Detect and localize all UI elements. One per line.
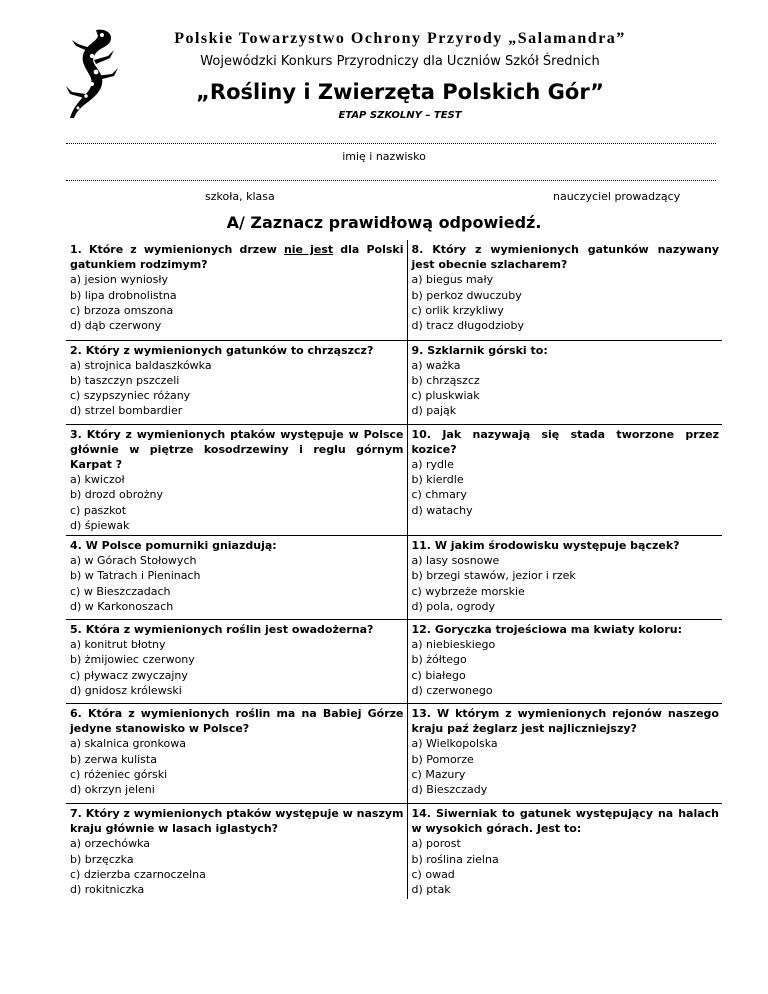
question-text — [70, 427, 404, 473]
question-text — [70, 343, 404, 358]
answer-option[interactable]: b) roślina zielna — [411, 852, 499, 866]
answer-option[interactable]: c) chmary — [411, 488, 467, 502]
answer-option[interactable]: d) okrzyn jeleni — [70, 782, 155, 796]
answer-option[interactable]: b) perkoz dwuczuby — [411, 288, 522, 302]
question-text — [412, 706, 720, 736]
answer-option[interactable]: a) lasy sosnowe — [411, 554, 500, 568]
answer-option[interactable]: c) białego — [411, 668, 466, 682]
question-cell — [407, 703, 722, 803]
question-number: 11. — [411, 538, 431, 552]
stage-label: ETAP SZKOLNY – TEST — [338, 110, 462, 121]
answer-option[interactable]: d) strzel bombardier — [70, 404, 183, 418]
answer-option[interactable]: d) pająk — [411, 404, 457, 418]
question-text — [412, 538, 720, 553]
answer-option[interactable]: d) gnidosz królewski — [70, 683, 182, 697]
question-cell — [66, 424, 407, 535]
answer-option[interactable]: c) wybrzeże morskie — [411, 584, 525, 598]
question-number: 7. — [70, 806, 82, 820]
name-label: imię i nazwisko — [342, 150, 426, 163]
question-cell — [66, 803, 407, 899]
question-stem: W którym z wymienionych rejonów naszego kraju paź żeglarz jest najliczniejszy? — [411, 706, 719, 736]
answer-option[interactable]: c) pluskwiak — [411, 389, 480, 403]
salamander-logo — [56, 26, 126, 121]
question-text — [412, 622, 720, 637]
answer-option[interactable]: b) lipa drobnolistna — [70, 288, 177, 302]
organization-name: Polskie Towarzystwo Ochrony Przyrody „Salamandra” — [174, 30, 626, 47]
question-text — [412, 427, 720, 457]
answer-option[interactable]: d) rokitniczka — [70, 882, 145, 896]
answer-option[interactable]: b) taszczyn pszczeli — [70, 373, 180, 387]
answer-option[interactable]: c) paszkot — [70, 503, 127, 517]
answer-option[interactable]: a) w Górach Stołowych — [70, 554, 197, 568]
answer-option[interactable]: a) niebieskiego — [411, 638, 496, 652]
question-cell — [407, 803, 722, 899]
answer-option[interactable]: a) Wielkopolska — [411, 737, 498, 751]
answer-option[interactable]: a) skalnica gronkowa — [70, 737, 186, 751]
answer-option[interactable]: b) zerwa kulista — [70, 752, 157, 766]
question-cell — [66, 703, 407, 803]
question-row — [66, 703, 722, 803]
answer-option[interactable]: a) rydle — [411, 457, 454, 471]
question-number: 1. — [70, 243, 82, 256]
question-stem: Która z wymienionych roślin ma na Babiej Górze jedyne stanowisko w Polsce? — [70, 706, 404, 736]
question-row — [66, 803, 722, 899]
question-text — [412, 806, 720, 836]
answer-option[interactable]: a) konitrut błotny — [70, 638, 166, 652]
question-stem: Który z wymienionych ptaków występuje w Polsce głównie w piętrze kosodrzewiny i reglu górnym Karpat ? — [70, 427, 404, 471]
question-stem: Który z wymienionych gatunków to chrząszcz? — [85, 343, 374, 357]
answer-option[interactable]: b) w Tatrach i Pieninach — [70, 569, 201, 583]
answer-option[interactable]: b) Pomorze — [411, 752, 474, 766]
questions-table — [66, 240, 722, 899]
question-stem: W jakim środowisku występuje bączek? — [434, 538, 680, 552]
answer-option[interactable]: d) czerwonego — [411, 683, 493, 697]
question-number: 5. — [70, 622, 82, 636]
answer-option[interactable]: a) biegus mały — [411, 273, 494, 287]
question-emphasis: nie jest — [283, 243, 334, 256]
answer-option[interactable]: c) różeniec górski — [70, 767, 168, 781]
answer-option[interactable]: c) szypszyniec różany — [70, 389, 191, 403]
name-field-line[interactable] — [66, 143, 716, 144]
answer-option[interactable]: d) pola, ogrody — [411, 599, 495, 613]
answer-option[interactable]: c) w Bieszczadach — [70, 584, 171, 598]
question-row — [66, 240, 722, 340]
question-stem: Które z wymienionych drzew — [88, 243, 284, 256]
answer-option[interactable]: c) owad — [411, 867, 455, 881]
question-cell — [66, 340, 407, 424]
question-number: 3. — [70, 427, 82, 441]
answer-option[interactable]: b) brzęczka — [70, 852, 134, 866]
answer-option[interactable]: a) kwiczoł — [70, 473, 125, 487]
question-text — [70, 622, 404, 637]
answer-option[interactable]: b) żmijowiec czerwony — [70, 653, 195, 667]
question-cell — [66, 619, 407, 703]
question-cell — [407, 535, 722, 619]
question-stem: W Polsce pomurniki gniazdują: — [85, 538, 277, 552]
school-field-line[interactable] — [66, 180, 716, 181]
teacher-label: nauczyciel prowadzący — [553, 190, 681, 203]
question-stem-end: dla Polski gatunkiem rodzimym? — [70, 243, 404, 272]
answer-option[interactable]: d) w Karkonoszach — [70, 599, 174, 613]
contest-subtitle: Wojewódzki Konkurs Przyrodniczy dla Uczniów Szkół Średnich — [200, 54, 600, 69]
answer-option[interactable]: d) śpiewak — [70, 518, 130, 532]
question-number: 10. — [411, 427, 431, 441]
question-number: 8. — [411, 243, 424, 256]
question-row — [66, 535, 722, 619]
question-cell — [66, 240, 407, 340]
answer-option[interactable]: d) watachy — [411, 503, 473, 517]
answer-option[interactable]: c) brzoza omszona — [70, 303, 174, 317]
question-cell — [66, 535, 407, 619]
answer-option[interactable]: c) orlik krzykliwy — [411, 303, 504, 317]
question-text — [412, 343, 720, 358]
question-number: 14. — [411, 806, 431, 820]
question-text — [70, 806, 404, 836]
answer-option[interactable]: d) Bieszczady — [411, 782, 488, 796]
question-text — [70, 706, 404, 736]
question-number: 4. — [70, 538, 82, 552]
answer-option[interactable]: a) ważka — [411, 358, 461, 372]
school-label: szkoła, klasa — [205, 190, 275, 203]
answer-option[interactable]: a) porost — [411, 837, 461, 851]
answer-option[interactable]: b) drozd obrożny — [70, 488, 163, 502]
question-number: 9. — [411, 343, 424, 357]
answer-option[interactable]: a) orzechówka — [70, 837, 150, 851]
answer-option[interactable]: c) Mazury — [411, 767, 466, 781]
question-stem: Który z wymienionych gatunków nazywany jest obecnie szlacharem? — [411, 243, 719, 272]
question-stem: Która z wymienionych roślin jest owadożerna? — [85, 622, 374, 636]
question-row — [66, 619, 722, 703]
answer-option[interactable]: d) ptak — [411, 882, 451, 896]
question-row — [66, 424, 722, 535]
question-stem: Goryczka trojeściowa ma kwiaty koloru: — [434, 622, 682, 636]
question-stem: Siwerniak to gatunek występujący na halach w wysokich górach. Jest to: — [411, 806, 719, 836]
question-text — [70, 538, 404, 553]
answer-option[interactable]: a) strojnica baldaszkówka — [70, 358, 212, 372]
question-cell — [407, 340, 722, 424]
question-text — [70, 242, 404, 272]
question-text — [412, 242, 720, 272]
question-stem: Który z wymienionych ptaków występuje w naszym kraju głównie w lasach iglastych? — [70, 806, 404, 836]
answer-option[interactable]: b) chrząszcz — [411, 373, 480, 387]
question-stem: Szklarnik górski to: — [427, 343, 548, 357]
answer-option[interactable]: d) dąb czerwony — [70, 319, 162, 333]
section-title: A/ Zaznacz prawidłową odpowiedź. — [226, 213, 542, 232]
question-number: 2. — [70, 343, 82, 357]
answer-option[interactable]: c) pływacz zwyczajny — [70, 668, 188, 682]
question-row — [66, 340, 722, 424]
answer-option[interactable]: b) brzegi stawów, jezior i rzek — [411, 569, 576, 583]
question-number: 12. — [411, 622, 431, 636]
question-number: 13. — [411, 706, 431, 720]
question-number: 6. — [70, 706, 82, 720]
answer-option[interactable]: c) dzierzba czarnoczelna — [70, 867, 206, 881]
question-cell — [407, 424, 722, 535]
question-cell — [407, 240, 722, 340]
question-cell — [407, 619, 722, 703]
answer-option[interactable]: b) kierdle — [411, 473, 464, 487]
answer-option[interactable]: d) tracz długodzioby — [411, 319, 524, 333]
answer-option[interactable]: b) żółtego — [411, 653, 467, 667]
contest-title: „Rośliny i Zwierzęta Polskich Gór” — [196, 80, 604, 104]
answer-option[interactable]: a) jesion wyniosły — [70, 273, 168, 287]
question-stem: Jak nazywają się stada tworzone przez kozice? — [411, 427, 719, 456]
